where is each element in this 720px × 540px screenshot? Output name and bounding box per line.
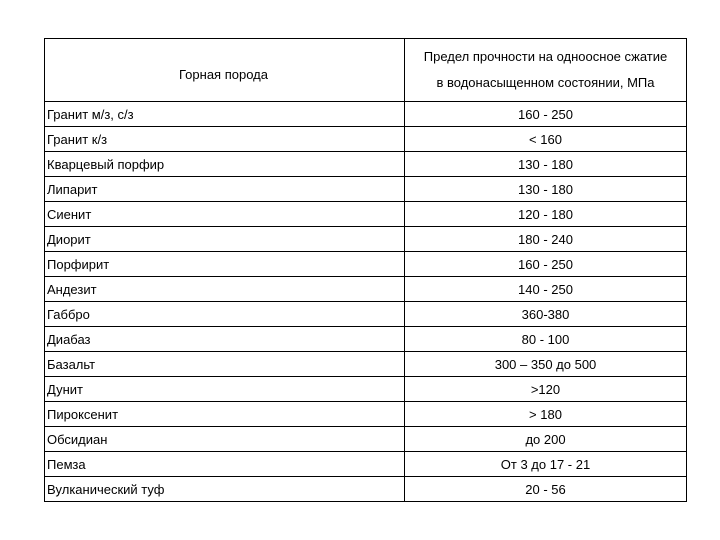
table-row (45, 402, 687, 427)
strength-value-cell: 130 - 180 (405, 152, 687, 177)
table-row (45, 227, 687, 252)
rock-name-cell: Дунит (45, 377, 405, 402)
rock-name-cell: Гранит м/з, с/з (45, 102, 405, 127)
rock-name-cell: Базальт (45, 352, 405, 377)
rock-name-cell: Порфирит (45, 252, 405, 277)
strength-value-cell: 140 - 250 (405, 277, 687, 302)
rock-name-cell: Габбро (45, 302, 405, 327)
rock-name-cell: Липарит (45, 177, 405, 202)
table-row (45, 202, 687, 227)
strength-value-cell: 160 - 250 (405, 102, 687, 127)
table-row (45, 127, 687, 152)
table-row (45, 477, 687, 502)
strength-value-cell: до 200 (405, 427, 687, 452)
table-row (45, 277, 687, 302)
table-row (45, 102, 687, 127)
header-strength (405, 39, 687, 102)
strength-value-cell: >120 (405, 377, 687, 402)
header-strength-line-1: Предел прочности на одноосное сжатие (423, 49, 668, 64)
header-row (45, 39, 687, 102)
table-row (45, 452, 687, 477)
strength-value-cell: 180 - 240 (405, 227, 687, 252)
header-rock-type (45, 39, 405, 102)
rock-strength-table (44, 38, 687, 502)
table-header (45, 39, 687, 102)
strength-value-cell: От 3 до 17 - 21 (405, 452, 687, 477)
rock-name-cell: Пироксенит (45, 402, 405, 427)
rock-name-cell: Сиенит (45, 202, 405, 227)
header-strength-line-2: в водонасыщенном состоянии, МПа (436, 75, 655, 90)
table-row (45, 427, 687, 452)
strength-value-cell: 120 - 180 (405, 202, 687, 227)
rock-name-cell: Вулканический туф (45, 477, 405, 502)
table-row (45, 177, 687, 202)
strength-value-cell: 360-380 (405, 302, 687, 327)
rock-name-cell: Диабаз (45, 327, 405, 352)
rock-name-cell: Андезит (45, 277, 405, 302)
table-row (45, 152, 687, 177)
header-rock-type-label: Горная порода (179, 66, 268, 82)
table-row (45, 377, 687, 402)
table-row (45, 302, 687, 327)
strength-value-cell: 130 - 180 (405, 177, 687, 202)
strength-value-cell: 300 – 350 до 500 (405, 352, 687, 377)
rock-name-cell: Обсидиан (45, 427, 405, 452)
strength-value-cell: 20 - 56 (405, 477, 687, 502)
strength-value-cell: < 160 (405, 127, 687, 152)
strength-value-cell: 160 - 250 (405, 252, 687, 277)
rock-name-cell: Пемза (45, 452, 405, 477)
rock-name-cell: Гранит к/з (45, 127, 405, 152)
table-row (45, 252, 687, 277)
table-row (45, 352, 687, 377)
rock-name-cell: Диорит (45, 227, 405, 252)
strength-value-cell: > 180 (405, 402, 687, 427)
table-row (45, 327, 687, 352)
rock-name-cell: Кварцевый порфир (45, 152, 405, 177)
strength-value-cell: 80 - 100 (405, 327, 687, 352)
table-body (45, 102, 687, 502)
